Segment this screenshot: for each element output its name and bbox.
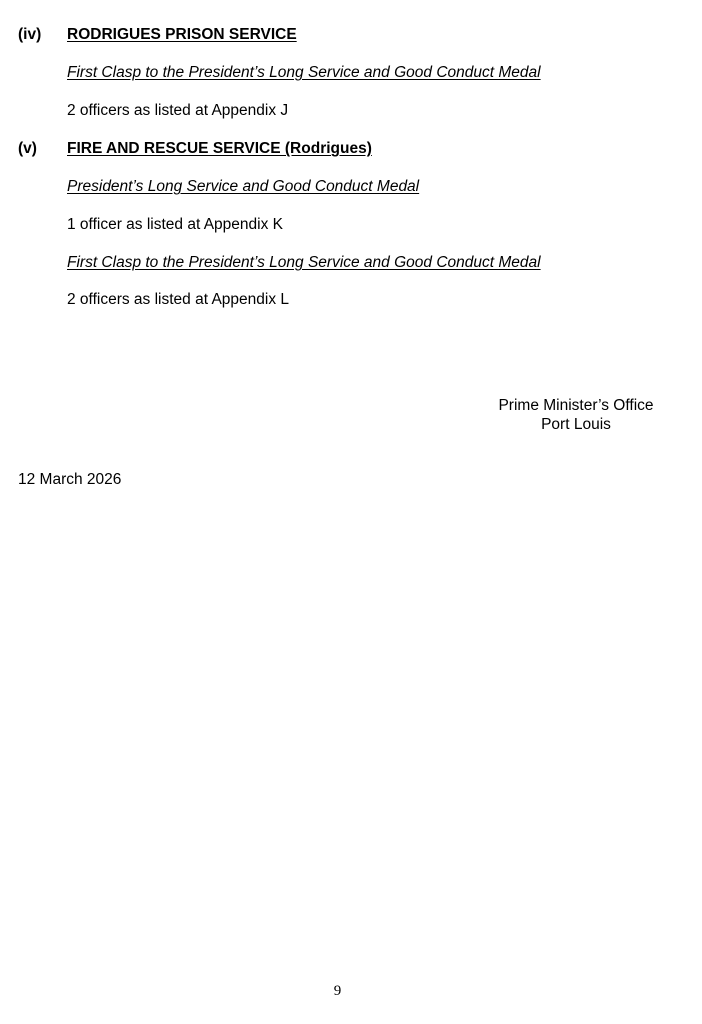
award-detail: 1 officer as listed at Appendix K	[67, 216, 283, 233]
signature-location: Port Louis	[541, 416, 611, 433]
medal-title: President’s Long Service and Good Conduct Medal	[67, 178, 420, 195]
award-detail: 2 officers as listed at Appendix J	[67, 102, 289, 119]
medal-title: First Clasp to the President’s Long Service and Good Conduct Medal	[67, 254, 541, 271]
section-heading: RODRIGUES PRISON SERVICE	[67, 26, 297, 43]
signature-office: Prime Minister’s Office	[498, 397, 654, 414]
medal-title: First Clasp to the President’s Long Service and Good Conduct Medal	[67, 64, 541, 81]
award-detail: 2 officers as listed at Appendix L	[67, 291, 290, 308]
document-date: 12 March 2026	[18, 471, 122, 488]
section-numeral: (v)	[18, 140, 37, 157]
signature-block	[480, 396, 672, 434]
page-number: 9	[333, 983, 342, 999]
section-numeral: (iv)	[18, 26, 42, 43]
section-heading: FIRE AND RESCUE SERVICE (Rodrigues)	[67, 140, 372, 157]
